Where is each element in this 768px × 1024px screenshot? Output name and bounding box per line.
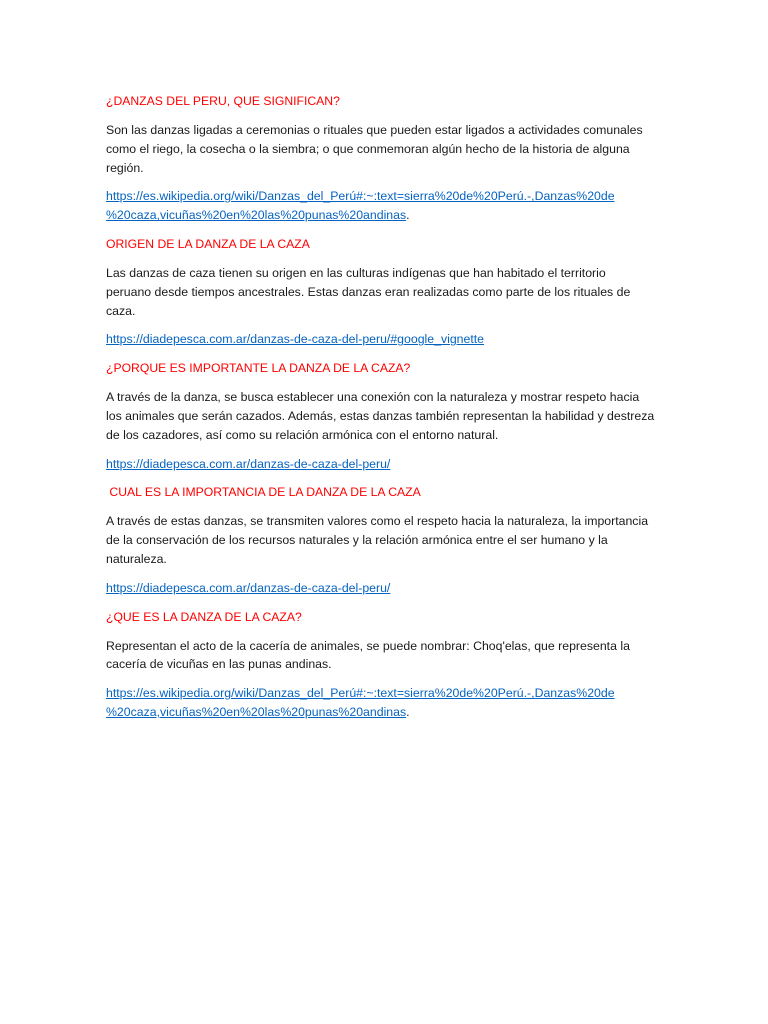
paragraph-line: caza. [106,303,136,318]
paragraph-line: Las danzas de caza tienen su origen en las culturas indígenas que han habitado el territorio [106,265,606,280]
paragraph-line: de los cazadores, así como su relación armónica con el entorno natural. [106,427,499,442]
paragraph-line: cacería de vicuñas en las punas andinas. [106,657,332,672]
link-line[interactable]: %20caza,vicuñas%20en%20las%20punas%20andinas [106,704,407,719]
paragraph-line: Son las danzas ligadas a ceremonias o rituales que pueden estar ligados a actividades comunales [106,123,643,137]
section-paragraph [106,637,668,675]
source-link[interactable] [106,208,406,222]
link-line[interactable]: https://diadepesca.com.ar/danzas-de-caza-del-peru/#google_vignette [106,332,485,347]
section-heading: ORIGEN DE LA DANZA DE LA CAZA [106,236,310,251]
source-link-block [106,187,668,225]
section-paragraph [106,121,668,177]
paragraph-line: los animales que serán cazados. Además, estas danzas también representan la habilidad y destreza [106,408,655,423]
link-line[interactable]: https://es.wikipedia.org/wiki/Danzas_del_Perú#:~:text=sierra%20de%20Perú.-,Danzas%20de [106,189,615,204]
link-line[interactable]: https://diadepesca.com.ar/danzas-de-caza-del-peru/ [106,456,391,471]
source-link[interactable] [106,187,668,206]
section-origen [106,235,668,349]
source-link[interactable] [106,705,406,719]
source-link-block [106,330,668,349]
paragraph-line: naturaleza. [106,551,167,566]
section-porque-importante [106,359,668,473]
section-paragraph [106,388,668,444]
section-heading: CUAL ES LA IMPORTANCIA DE LA DANZA DE LA CAZA [106,485,421,500]
link-line[interactable]: %20caza,vicuñas%20en%20las%20punas%20andinas [106,208,407,223]
link-line[interactable]: https://es.wikipedia.org/wiki/Danzas_del_Perú#:~:text=sierra%20de%20Perú.-,Danzas%20de [106,686,615,701]
section-paragraph [106,512,668,568]
section-que-es [106,608,668,722]
section-paragraph [106,264,668,320]
paragraph-line: Representan el acto de la cacería de animales, se puede nombrar: Choq'elas, que representa la [106,638,630,653]
source-link[interactable] [106,579,668,598]
paragraph-line: región. [106,160,144,175]
source-link-block [106,684,668,722]
paragraph-line: A través de la danza, se busca establecer una conexión con la naturaleza y mostrar respeto hacia [106,390,640,405]
source-link[interactable] [106,330,668,349]
paragraph-line: como el riego, la cosecha o la siembra; o que conmemoran algún hecho de la historia de alguna [106,141,630,156]
source-link[interactable] [106,455,668,474]
link-suffix: . [406,704,410,719]
section-heading: ¿PORQUE ES IMPORTANTE LA DANZA DE LA CAZA? [106,361,411,376]
paragraph-line: peruano desde tiempos ancestrales. Estas danzas eran realizadas como parte de los rituales de [106,284,631,299]
paragraph-line: de la conservación de los recursos naturales y la relación armónica entre el ser humano y la [106,533,608,548]
source-link-block [106,455,668,474]
section-heading: ¿DANZAS DEL PERU, QUE SIGNIFICAN? [106,94,340,108]
link-suffix: . [406,208,410,223]
source-link[interactable] [106,684,668,703]
section-cual-importancia [106,483,668,597]
paragraph-line: A través de estas danzas, se transmiten valores como el respeto hacia la naturaleza, la importancia [106,514,649,529]
link-line[interactable]: https://diadepesca.com.ar/danzas-de-caza-del-peru/ [106,580,391,595]
section-heading: ¿QUE ES LA DANZA DE LA CAZA? [106,609,302,624]
section-danzas-del-peru [106,92,668,225]
source-link-block [106,579,668,598]
